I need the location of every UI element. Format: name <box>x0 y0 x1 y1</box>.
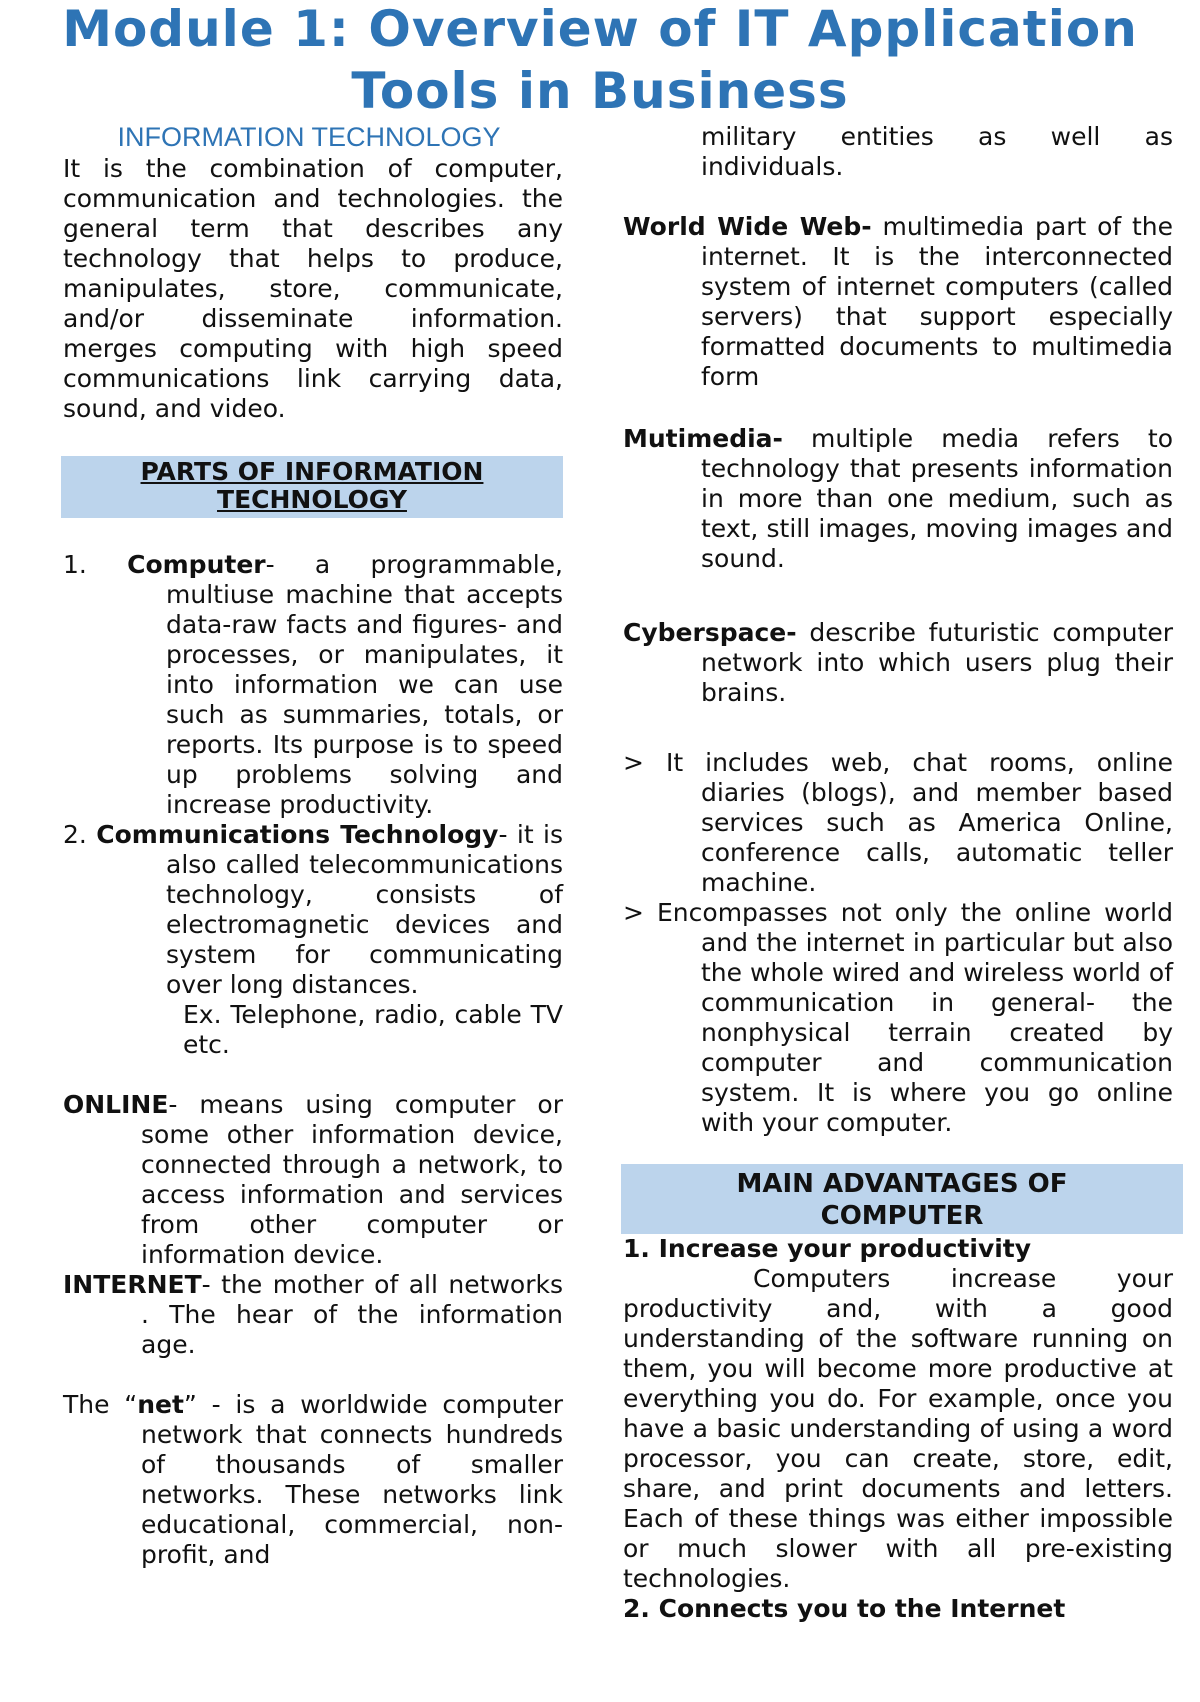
def-prefix: The “ <box>63 1390 138 1419</box>
def-text: - the mother of all networks . The hear of the information age. <box>141 1270 563 1359</box>
advantage-2-heading: 2. Connects you to the Internet <box>623 1594 1066 1623</box>
def-text: ” - is a worldwide computer network that connects hundreds of thousands of smaller networks. These networks link educational, commercial, non-profit, and <box>141 1390 563 1569</box>
advantages-band-line-1: MAIN ADVANTAGES OF <box>736 1169 1068 1199</box>
def-net <box>63 1390 563 1570</box>
page-title <box>40 0 1160 122</box>
item-term: Computer <box>127 550 266 579</box>
advantages-band <box>621 1164 1183 1234</box>
advantages-band-line-2: COMPUTER <box>820 1201 984 1231</box>
def-text: multimedia part of the internet. It is the interconnected system of internet computers (called servers) that support especially formatted documents to multimedia form <box>701 212 1173 391</box>
bullet-includes: > It includes web, chat rooms, online diaries (blogs), and member based services such as America Online, conference calls, automatic teller machine. <box>623 748 1173 897</box>
def-term: Mutimedia- <box>623 424 783 453</box>
def-online <box>63 1090 563 1270</box>
def-term: ONLINE <box>63 1090 169 1119</box>
advantage-1-text: Computers increase your productivity and, with a good understanding of the software running on them, you will become more productive at everything you do. For example, once you have a basic understanding of using a word processor, you can create, store, edit, share, and print documents and letters. Each of these things was either impossible or much slower with all pre-existing technologies. <box>623 1264 1173 1593</box>
page-title-line-1: Module 1: Overview of IT Application <box>62 0 1138 58</box>
advantage-1-heading: 1. Increase your productivity <box>623 1234 1032 1263</box>
def-term: net <box>137 1390 184 1419</box>
part-item-communications <box>63 820 563 1000</box>
def-text: - means using computer or some other information device, connected through a network, to access information and services from other computer or information device. <box>141 1090 563 1269</box>
parts-band <box>61 456 563 518</box>
item-separator: - <box>265 550 275 579</box>
def-multimedia <box>623 424 1173 574</box>
net-continued: military entities as well as individuals. <box>701 122 1173 181</box>
item-number: 2. <box>63 820 87 849</box>
def-internet <box>63 1270 563 1360</box>
def-text: describe futuristic computer network into which users plug their brains. <box>701 618 1173 707</box>
page-title-line-2: Tools in Business <box>351 62 849 120</box>
item-example: Ex. Telephone, radio, cable TV etc. <box>183 1000 563 1059</box>
def-term: INTERNET <box>63 1270 202 1299</box>
def-www <box>623 212 1173 392</box>
part-item-computer <box>63 550 563 820</box>
def-text: multiple media refers to technology that presents information in more than one medium, such as text, still images, moving images and sound. <box>701 424 1173 573</box>
item-number: 1. <box>63 550 87 579</box>
parts-band-line-1: PARTS OF INFORMATION <box>140 457 484 486</box>
def-cyberspace <box>623 618 1173 708</box>
item-text: a programmable, multiuse machine that accepts data-raw facts and figures- and processes, or manipulates, it into information we can use such as summaries, totals, or reports. Its purpose is to speed up problems solving and increase productivity. <box>166 550 563 819</box>
right-column <box>623 122 1173 1624</box>
parts-band-line-2: TECHNOLOGY <box>217 485 407 514</box>
left-column <box>63 122 563 1570</box>
def-term: World Wide Web- <box>623 212 872 241</box>
def-term: Cyberspace- <box>623 618 797 647</box>
item-term: Communications Technology <box>96 820 499 849</box>
bullet-encompasses: > Encompasses not only the online world and the internet in particular but also the whole wired and wireless world of communication in general- the nonphysical terrain created by computer and communication system. It is where you go online with your computer. <box>623 898 1173 1137</box>
item-separator: - <box>498 820 508 849</box>
item-text: it is also called telecommunications technology, consists of electromagnetic devices and system for communicating over long distances. <box>166 820 563 999</box>
it-heading: INFORMATION TECHNOLOGY <box>117 122 501 152</box>
it-paragraph: It is the combination of computer, communication and technologies. the general term that describes any technology that helps to produce, manipulates, store, communicate, and/or disseminate information. merges computing with high speed communications link carrying data, sound, and video. <box>63 154 563 423</box>
